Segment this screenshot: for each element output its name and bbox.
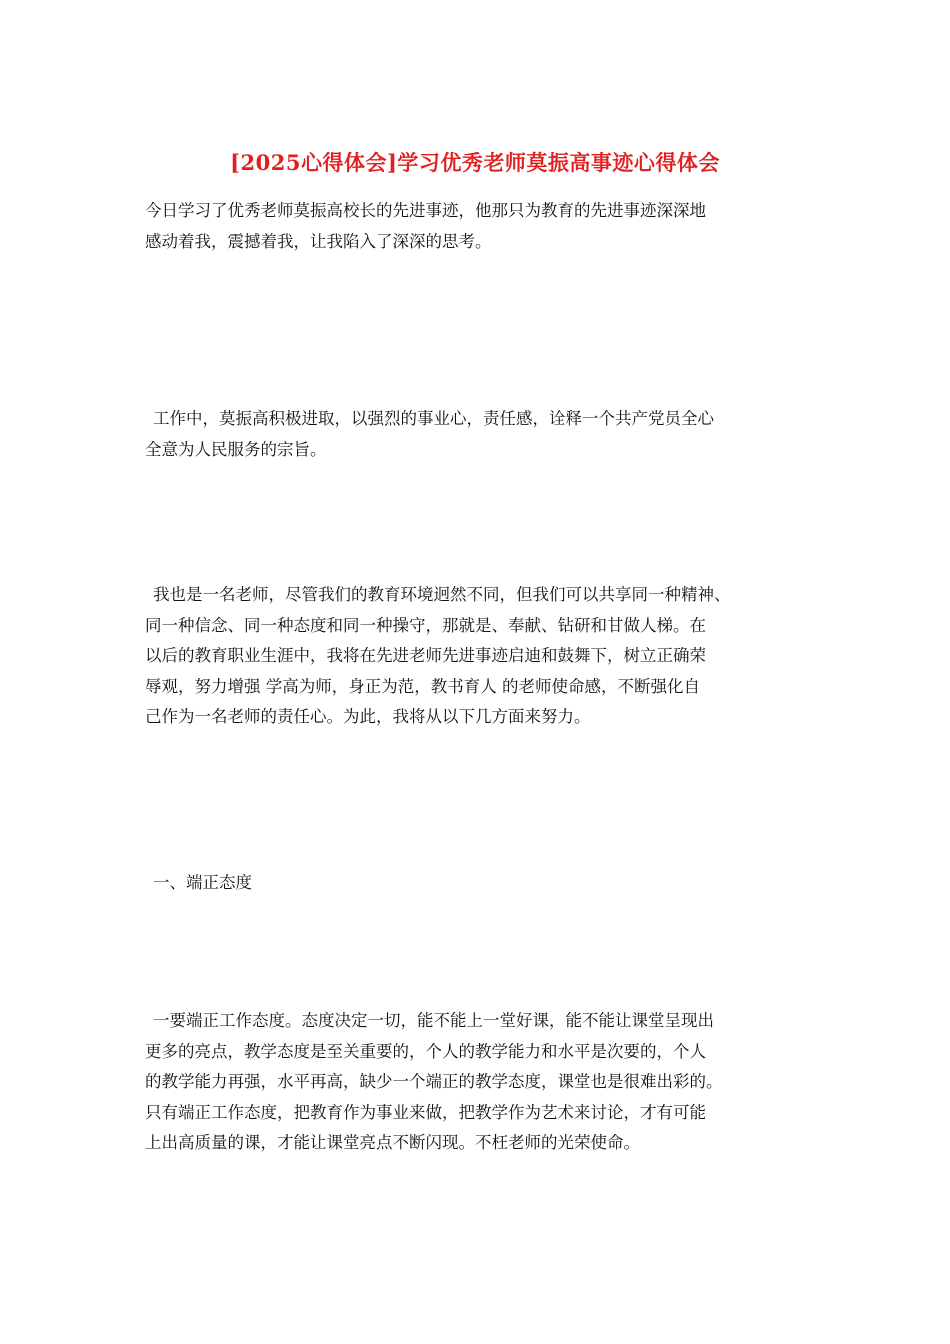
paragraph-line: 以后的教育职业生涯中，我将在先进老师先进事迹启迪和鼓舞下，树立正确荣 bbox=[145, 646, 706, 665]
paragraph-line: 上出高质量的课，才能让课堂亮点不断闪现。不枉老师的光荣使命。 bbox=[145, 1133, 640, 1152]
paragraph-work bbox=[145, 404, 807, 465]
paragraph-line: 全意为人民服务的宗旨。 bbox=[145, 439, 327, 459]
document-title: [2025心得体会]学习优秀老师莫振高事迹心得体会 bbox=[230, 150, 720, 175]
paragraph-line: 感动着我，震撼着我，让我陷入了深深的思考。 bbox=[145, 231, 492, 251]
section-heading: 一、端正态度 bbox=[153, 873, 252, 892]
paragraph-teacher bbox=[145, 580, 807, 733]
section-heading-attitude bbox=[145, 868, 807, 899]
paragraph-intro bbox=[145, 196, 807, 257]
paragraph-line: 今日学习了优秀老师莫振高校长的先进事迹，他那只为教育的先进事迹深深地 bbox=[145, 201, 706, 220]
paragraph-line: 只有端正工作态度，把教育作为事业来做，把教学作为艺术来讨论，才有可能 bbox=[145, 1102, 706, 1122]
paragraph-attitude bbox=[145, 1006, 807, 1159]
paragraph-line: 辱观，努力增强 学高为师，身正为范，教书育人 的老师使命感，不断强化自 bbox=[145, 676, 700, 696]
paragraph-line: 的教学能力再强，水平再高，缺少一个端正的教学态度，课堂也是很难出彩的。 bbox=[145, 1072, 723, 1091]
paragraph-line: 我也是一名老师，尽管我们的教育环境迥然不同，但我们可以共享同一种精神、 bbox=[153, 585, 731, 604]
paragraph-line: 工作中，莫振高积极进取，以强烈的事业心，责任感，诠释一个共产党员全心 bbox=[153, 409, 714, 428]
paragraph-line: 同一种信念、同一种态度和同一种操守，那就是、奉献、钻研和甘做人梯。在 bbox=[145, 615, 706, 635]
paragraph-line: 一要端正工作态度。态度决定一切，能不能上一堂好课，能不能让课堂呈现出 bbox=[153, 1011, 714, 1030]
paragraph-line: 己作为一名老师的责任心。为此，我将从以下几方面来努力。 bbox=[145, 707, 591, 726]
paragraph-line: 更多的亮点，教学态度是至关重要的，个人的教学能力和水平是次要的，个人 bbox=[145, 1041, 706, 1061]
